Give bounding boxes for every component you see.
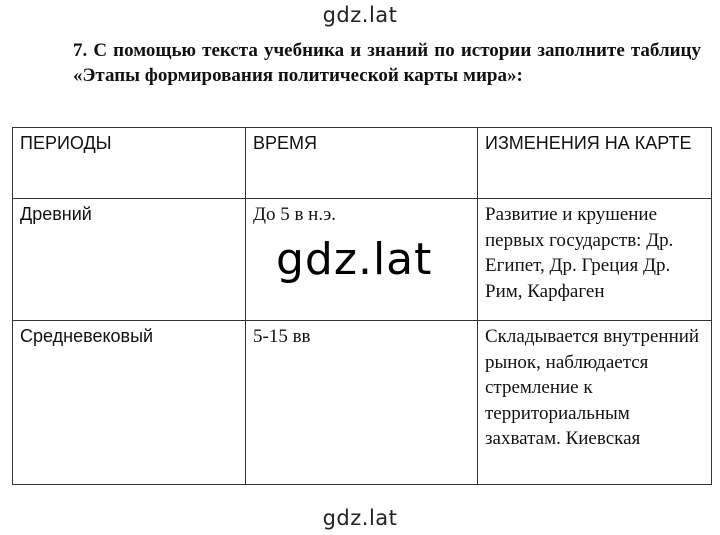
header-time: ВРЕМЯ [246,128,478,199]
changes-cell: Развитие и крушение первых государств: Др. Египет, Др. Греция Др. Рим, Карфаген [478,199,712,321]
period-cell: Средневековый [13,321,246,485]
time-cell: 5-15 вв [246,321,478,485]
task-statement: 7. С помощью текста учебника и знаний по истории заполните таблицу «Этапы формирования политической карты мира»: [73,40,701,86]
header-periods: ПЕРИОДЫ [13,128,246,199]
header-changes: ИЗМЕНЕНИЯ НА КАРТЕ [478,128,712,199]
stages-table [12,127,712,485]
watermark-top: gdz.lat [322,3,398,27]
watermark-bottom: gdz.lat [322,506,398,530]
watermark-center: gdz.lat [276,234,433,285]
changes-cell: Складывается внутренний рынок, наблюдается стремление к территориальным захватам. Киевская [478,321,712,485]
time-cell: До 5 в н.э. [246,199,478,321]
period-cell: Древний [13,199,246,321]
table-row [13,321,712,485]
table-header-row [13,128,712,199]
